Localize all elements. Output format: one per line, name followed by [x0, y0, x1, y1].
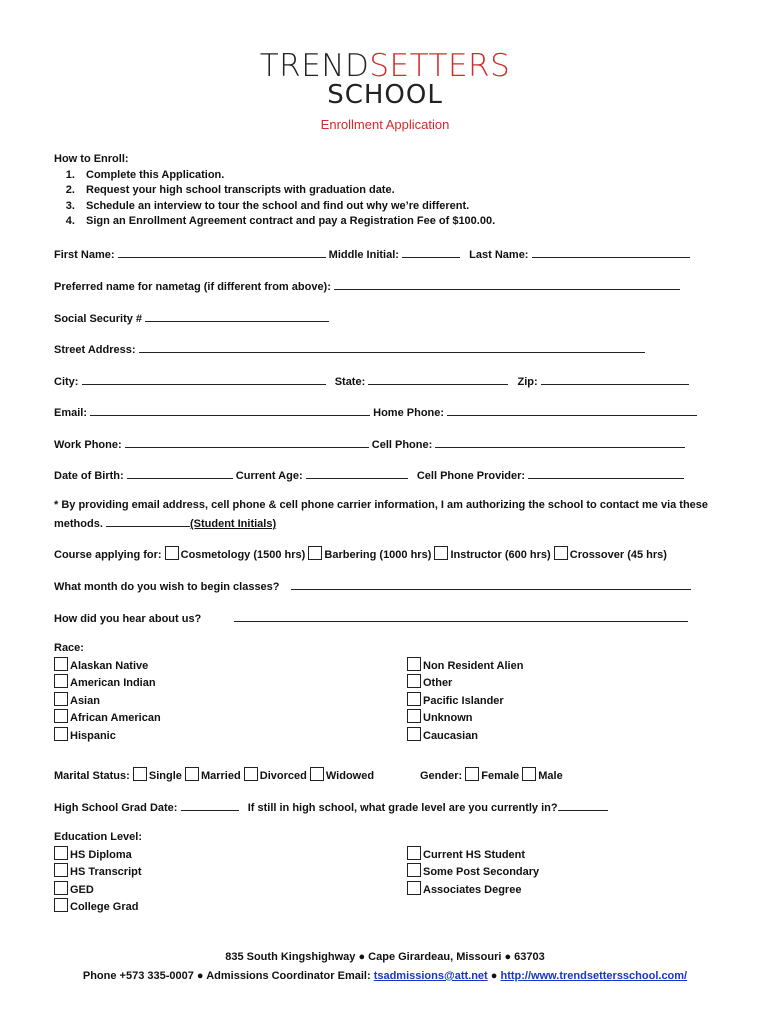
street-label: Street Address:: [54, 344, 136, 356]
education-option: GED: [70, 883, 94, 896]
first-name-field[interactable]: [118, 246, 326, 258]
marital-option: Divorced: [259, 770, 307, 782]
email-field[interactable]: [90, 404, 370, 416]
race-option: American Indian: [70, 677, 156, 690]
middle-initial-field[interactable]: [402, 246, 460, 258]
race-label: Race:: [54, 642, 84, 654]
marital-checkbox[interactable]: [133, 767, 147, 781]
home-phone-field[interactable]: [447, 404, 697, 416]
gender-checkbox[interactable]: [522, 767, 536, 781]
last-name-label: Last Name:: [469, 249, 529, 261]
work-phone-field[interactable]: [125, 436, 369, 448]
education-option: HS Transcript: [70, 866, 142, 879]
state-field[interactable]: [368, 373, 508, 385]
race-option: African American: [70, 712, 161, 725]
hs-grad-date-label: High School Grad Date:: [54, 802, 178, 814]
begin-month-row: [54, 578, 690, 593]
race-checkbox[interactable]: [54, 709, 68, 723]
dob-label: Date of Birth:: [54, 470, 124, 482]
email-label: Email:: [54, 407, 88, 419]
logo-brand-part1: TREND: [259, 48, 370, 84]
education-checkbox[interactable]: [54, 881, 68, 895]
zip-label: Zip:: [517, 376, 538, 388]
middle-initial-label: Middle Initial:: [328, 249, 399, 261]
last-name-field[interactable]: [532, 246, 690, 258]
education-option-row: [54, 898, 142, 916]
footer-separator: ●: [490, 970, 498, 982]
logo-brand: [0, 50, 770, 82]
race-checkbox[interactable]: [407, 692, 421, 706]
home-phone-label: Home Phone:: [373, 407, 445, 419]
education-option-row: [54, 881, 142, 899]
gender-checkbox[interactable]: [465, 767, 479, 781]
race-option: Alaskan Native: [70, 659, 149, 672]
education-option: Associates Degree: [423, 883, 522, 896]
student-initials-field[interactable]: [106, 515, 190, 527]
race-checkbox[interactable]: [407, 657, 421, 671]
street-field[interactable]: [139, 341, 645, 353]
education-option-row: [54, 863, 142, 881]
race-option-row: [54, 674, 161, 692]
gender-option: Female: [481, 770, 520, 782]
race-option-row: [407, 674, 523, 692]
how-to-heading: How to Enroll:: [54, 153, 129, 165]
race-checkbox[interactable]: [407, 727, 421, 741]
gender-row: [420, 767, 690, 782]
city-label: City:: [54, 376, 79, 388]
hs-grad-date-field[interactable]: [181, 799, 239, 811]
education-checkbox[interactable]: [54, 898, 68, 912]
race-option-row: [54, 657, 161, 675]
school-logo: [0, 50, 770, 132]
race-option-row: [54, 692, 161, 710]
hs-row: [54, 799, 690, 814]
race-checkbox[interactable]: [54, 692, 68, 706]
education-option-row: [407, 846, 539, 864]
education-option-row: [407, 863, 539, 881]
age-label: Current Age:: [235, 470, 303, 482]
education-option-row: [54, 846, 142, 864]
footer-contact: [0, 970, 770, 982]
preferred-name-label: Preferred name for nametag (if different from above):: [54, 281, 331, 293]
begin-month-field[interactable]: [291, 578, 691, 590]
city-field[interactable]: [82, 373, 326, 385]
race-checkbox[interactable]: [54, 674, 68, 688]
grade-level-label: If still in high school, what grade level are you currently in?: [247, 802, 558, 814]
course-option: Crossover (45 hrs): [569, 549, 667, 561]
city-row: [54, 373, 690, 388]
zip-field[interactable]: [541, 373, 689, 385]
footer-address: 835 South Kingshighway ● Cape Girardeau, Missouri ● 63703: [225, 951, 545, 963]
dob-field[interactable]: [127, 467, 233, 479]
consent-line2: [54, 515, 690, 530]
enroll-step: 3. Schedule an interview to tour the school and find out why we’re different.: [78, 199, 495, 215]
race-checkbox[interactable]: [54, 657, 68, 671]
race-option: Caucasian: [423, 729, 479, 742]
course-option: Instructor (600 hrs): [450, 549, 551, 561]
race-option-row: [407, 709, 523, 727]
education-checkbox[interactable]: [407, 881, 421, 895]
work-phone-row: [54, 436, 690, 451]
preferred-name-row: [54, 278, 690, 293]
course-label: Course applying for:: [54, 549, 162, 561]
race-left-column: [54, 641, 161, 745]
education-option: Some Post Secondary: [423, 866, 540, 879]
marital-checkbox[interactable]: [310, 767, 324, 781]
race-right-column: [407, 657, 523, 745]
ssn-row: [54, 310, 690, 325]
work-phone-label: Work Phone:: [54, 439, 122, 451]
dob-row: [54, 467, 690, 482]
heard-about-label: How did you hear about us?: [54, 613, 202, 625]
race-checkbox[interactable]: [407, 709, 421, 723]
education-label: Education Level:: [54, 831, 143, 843]
heard-about-field[interactable]: [234, 610, 688, 622]
cell-phone-field[interactable]: [435, 436, 685, 448]
education-checkbox[interactable]: [54, 863, 68, 877]
marital-checkbox[interactable]: [244, 767, 258, 781]
race-option: Non Resident Alien: [423, 659, 524, 672]
name-row: [54, 246, 690, 261]
marital-checkbox[interactable]: [185, 767, 199, 781]
preferred-name-field[interactable]: [334, 278, 680, 290]
race-option: Unknown: [423, 712, 473, 725]
race-checkbox[interactable]: [54, 727, 68, 741]
how-to-enroll: [54, 152, 495, 230]
ssn-field[interactable]: [145, 310, 329, 322]
education-left-column: [54, 830, 142, 916]
logo-brand-part2: SETTERS: [369, 48, 511, 84]
enroll-step: 1. Complete this Application.: [78, 168, 495, 184]
race-option: Other: [423, 677, 453, 690]
form-title: Enrollment Application: [320, 117, 450, 132]
education-option: HS Diploma: [70, 848, 132, 861]
marital-option: Single: [148, 770, 182, 782]
race-option: Pacific Islander: [423, 694, 504, 707]
gender-option: Male: [538, 770, 563, 782]
website-link[interactable]: http://www.trendsettersschool.com/: [500, 970, 688, 982]
education-right-column: [407, 846, 539, 899]
course-option: Barbering (1000 hrs): [324, 549, 432, 561]
race-option-row: [54, 709, 161, 727]
admissions-email-link[interactable]: tsadmissions@att.net: [373, 970, 488, 982]
course-checkbox[interactable]: [554, 546, 568, 560]
consent-methods: methods.: [54, 518, 103, 530]
provider-label: Cell Phone Provider:: [416, 470, 526, 482]
education-option-row: [407, 881, 539, 899]
education-checkbox[interactable]: [407, 846, 421, 860]
education-option: College Grad: [70, 901, 139, 914]
first-name-label: First Name:: [54, 249, 115, 261]
race-checkbox[interactable]: [407, 674, 421, 688]
race-option-row: [407, 692, 523, 710]
student-initials-label: (Student Initials): [189, 518, 277, 530]
race-option-row: [407, 657, 523, 675]
footer-phone: Phone +573 335-0007 ● Admissions Coordinator Email:: [82, 970, 371, 982]
consent-line1: * By providing email address, cell phone & cell phone carrier information, I am authorizing the school to contact me via these: [54, 499, 709, 511]
street-row: [54, 341, 690, 356]
course-checkbox[interactable]: [434, 546, 448, 560]
provider-field[interactable]: [528, 467, 684, 479]
enroll-steps-list: [54, 168, 495, 230]
enroll-step: 2. Request your high school transcripts with graduation date.: [78, 183, 495, 199]
heard-about-row: [54, 610, 690, 625]
marital-option: Married: [200, 770, 241, 782]
enroll-step: 4. Sign an Enrollment Agreement contract and pay a Registration Fee of $100.00.: [78, 214, 495, 230]
marital-label: Marital Status:: [54, 770, 130, 782]
course-checkbox[interactable]: [308, 546, 322, 560]
email-row: [54, 404, 690, 419]
grade-level-field[interactable]: [558, 799, 608, 811]
marital-option: Widowed: [325, 770, 375, 782]
age-field[interactable]: [306, 467, 408, 479]
education-checkbox[interactable]: [407, 863, 421, 877]
race-option-row: [407, 727, 523, 745]
education-checkbox[interactable]: [54, 846, 68, 860]
state-label: State:: [334, 376, 366, 388]
course-row: [54, 546, 690, 561]
course-checkbox[interactable]: [165, 546, 179, 560]
gender-label: Gender:: [420, 770, 463, 782]
logo-brand-line2: SCHOOL: [327, 80, 443, 110]
race-option: Hispanic: [70, 729, 116, 742]
race-option-row: [54, 727, 161, 745]
cell-phone-label: Cell Phone:: [371, 439, 433, 451]
begin-month-label: What month do you wish to begin classes?: [54, 581, 280, 593]
education-option: Current HS Student: [423, 848, 526, 861]
race-option: Asian: [70, 694, 100, 707]
course-option: Cosmetology (1500 hrs): [180, 549, 306, 561]
ssn-label: Social Security #: [54, 313, 143, 325]
